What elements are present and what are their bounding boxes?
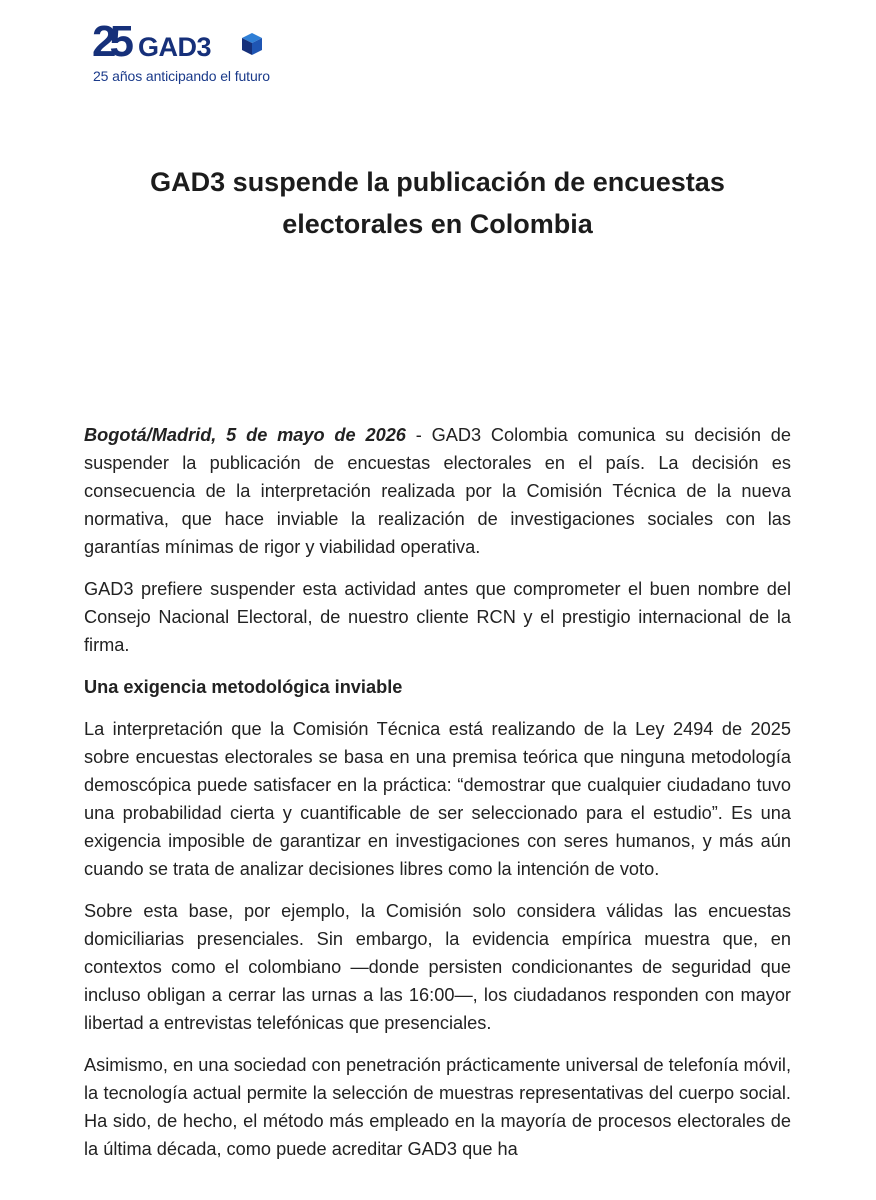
gad3-logo xyxy=(92,16,292,86)
paragraph-5: Asimismo, en una sociedad con penetración prácticamente universal de telefonía móvil, la tecnología actual permite la selección de muestras representativas del cuerpo social. Ha sido, de hecho, el método más empleado en la mayoría de procesos electorales de la última década, como puede acreditar GAD3 que ha xyxy=(84,1055,791,1159)
gad3-logo-mark xyxy=(92,16,272,68)
logo-anniversary-number: 25 xyxy=(92,17,127,66)
paragraph-4: Sobre esta base, por ejemplo, la Comisión solo considera válidas las encuestas domiciliarias presenciales. Sin embargo, la evidencia empírica muestra que, en contextos como el colombiano —donde persisten condicionantes de seguridad que incluso obligan a cerrar las urnas a las 16:00—, los ciudadanos responden con mayor libertad a entrevistas telefónicas que presenciales. xyxy=(84,901,791,1033)
title-line-2: electorales en Colombia xyxy=(282,209,593,239)
document-title xyxy=(84,161,791,245)
logo-brand-name: GAD3 xyxy=(138,32,212,62)
paragraph-2: GAD3 prefiere suspender esta actividad antes que comprometer el buen nombre del Consejo Nacional Electoral, de nuestro cliente RCN y el prestigio internacional de la firma. xyxy=(84,579,791,655)
paragraph-3: La interpretación que la Comisión Técnica está realizando de la Ley 2494 de 2025 sobre encuestas electorales se basa en una premisa teórica que ninguna metodología demoscópica puede satisfacer en la práctica: “demostrar que cualquier ciudadano tuvo una probabilidad cierta y cuantificable de ser seleccionado para el estudio”. Es una exigencia imposible de garantizar en investigaciones con seres humanos, y más aún cuando se trata de analizar decisiones libres como la intención de voto. xyxy=(84,719,791,879)
dateline: Bogotá/Madrid, 5 de mayo de 2026 xyxy=(84,425,406,445)
logo-tagline: 25 años anticipando el futuro xyxy=(93,68,270,84)
title-line-1: GAD3 suspende la publicación de encuestas xyxy=(150,167,725,197)
section-heading: Una exigencia metodológica inviable xyxy=(84,677,403,697)
paragraph-1-text: - GAD3 Colombia comunica su decisión de suspender la publicación de encuestas electorales en el país. La decisión es consecuencia de la interpretación realizada por la Comisión Técnica de la nueva normativa, que hace inviable la realización de investigaciones sociales con las garantías mínimas de rigor y viabilidad operativa. xyxy=(84,425,791,557)
cube-icon xyxy=(242,33,262,55)
paragraph-1 xyxy=(84,421,791,561)
document-body xyxy=(84,421,791,1177)
